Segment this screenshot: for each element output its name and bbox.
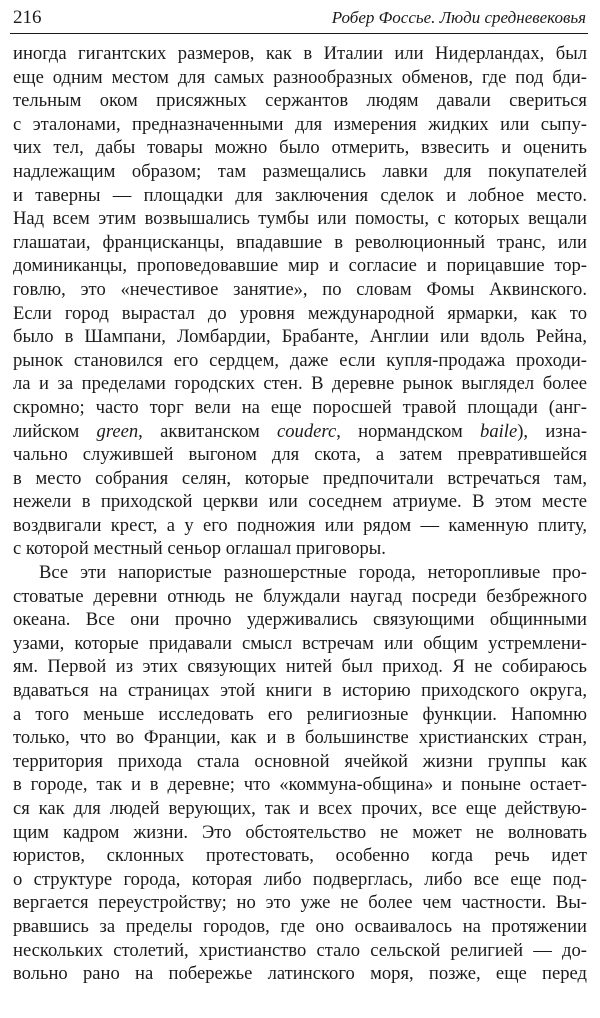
text-line: в место собрания селян, которые предпочитали встречаться там, <box>13 467 587 489</box>
text-line: надлежащим образом; там размещались лавки для покупателей <box>13 160 587 182</box>
text-line: чально служившей выгоном для скота, а затем превратившейся <box>13 444 587 466</box>
text-line: рынок становился его сердцем, даже если купля-продажа проходи- <box>13 349 587 371</box>
text-line: нескольких столетий, христианство стало сельской религией — до- <box>13 939 587 961</box>
text-line: вольно рано на побережье латинского моря, позже, еще перед <box>13 963 587 985</box>
text-line: ся как для людей верующих, так и всех прочих, все еще действую- <box>13 798 587 819</box>
text-line: вергается переустройству; но это уже не более чем частности. Вы- <box>13 892 587 914</box>
text-line: территория прихода стала основной ячейкой жизни группы как <box>13 750 587 772</box>
text-line: океана. Все они прочно удерживались связующими общинными <box>13 609 587 631</box>
italic-term-baile: baile <box>480 420 518 442</box>
text-line: иногда гигантских размеров, как в Италии или Нидерландах, был <box>13 43 587 64</box>
text-line: только, что во Франции, как и в большинстве христианских стран, <box>13 727 587 749</box>
text-line: Над всем этим возвышались тумбы или помосты, с которых вещали <box>13 208 587 230</box>
text-line: Все эти напористые разношерстные города, неторопливые про- <box>39 562 587 584</box>
text-line: о структуре города, которая либо подверглась, либо все еще под- <box>13 868 587 890</box>
text-run: лийском <box>13 420 97 442</box>
text-line: тельным оком присяжных сержантов людям давали свериться <box>13 90 587 112</box>
text-run: , нормандском <box>336 420 481 442</box>
text-line: доминиканцы, проповедовавшие мир и согласие и порицавшие тор- <box>13 255 587 277</box>
text-line: с которой местный сеньор оглашал приговоры. <box>13 538 386 560</box>
text-line: говлю, это «нечестивое занятие», по словам Фомы Аквинского. <box>13 278 587 300</box>
text-line: юристов, склонных протестовать, особенно когда речь идет <box>13 845 587 867</box>
text-line: и таверны — площадки для заключения сделок и лобное место. <box>13 184 587 206</box>
text-line: еще одним местом для самых разнообразных обменов, где под бди- <box>13 66 587 88</box>
text-line: щим кадром жизни. Это обстоятельство не может не волновать <box>13 821 587 843</box>
text-body <box>13 42 587 986</box>
page-header <box>10 3 588 34</box>
text-line: воздвигали крест, а у его подножия или рядом — каменную плиту, <box>13 514 587 536</box>
running-title: Робер Фоссье. Люди средневековья <box>331 8 586 27</box>
text-line: рвавшись за пределы городов, где оно осваивалось на протяжении <box>13 915 587 937</box>
text-line: с эталонами, предназначенными для измерения жидких или сыпу- <box>13 113 587 135</box>
text-line: ям. Первой из этих связующих нитей был приход. Я не собираюсь <box>13 656 587 678</box>
italic-term-couderc: couderc <box>277 420 337 442</box>
text-line-mixed <box>13 420 587 444</box>
text-line: вдаваться на страницах этой книги в историю приходского округа, <box>13 680 587 702</box>
italic-term-green: green <box>96 420 139 442</box>
text-line: нежели в приходской церкви или соседнем атриуме. В этом месте <box>13 491 587 513</box>
text-run: ), изна- <box>517 420 587 442</box>
text-line: Если город вырастал до уровня международной ярмарки, как то <box>13 302 587 324</box>
text-line: ла и за пределами городских стен. В деревне рынок выглядел более <box>13 373 587 395</box>
text-line: было в Шампани, Ломбардии, Брабанте, Англии или вдоль Рейна, <box>13 326 587 348</box>
text-line: чих тел, дабы товары можно было отмерить, взвесить и оценить <box>13 137 587 159</box>
text-line: узами, которые придавали смысл встречам или общим устремлени- <box>13 632 587 654</box>
page-number: 216 <box>13 7 42 28</box>
text-line: стоватые деревни отнюдь не блуждали наугад посреди безбрежного <box>13 585 587 607</box>
text-line: а того меньше исследовать его религиозные функции. Напомню <box>13 703 587 725</box>
text-line: в городе, так и в деревне; что «коммуна-община» и поныне остает- <box>13 774 587 796</box>
text-line: скромно; часто торг вели на еще поросшей травой площади (анг- <box>13 396 587 418</box>
text-line: глашатаи, францисканцы, впадавшие в революционный транс, или <box>13 231 587 253</box>
paragraph-1 <box>13 42 587 561</box>
paragraph-2 <box>13 561 587 986</box>
text-run: , аквитанском <box>138 420 277 442</box>
